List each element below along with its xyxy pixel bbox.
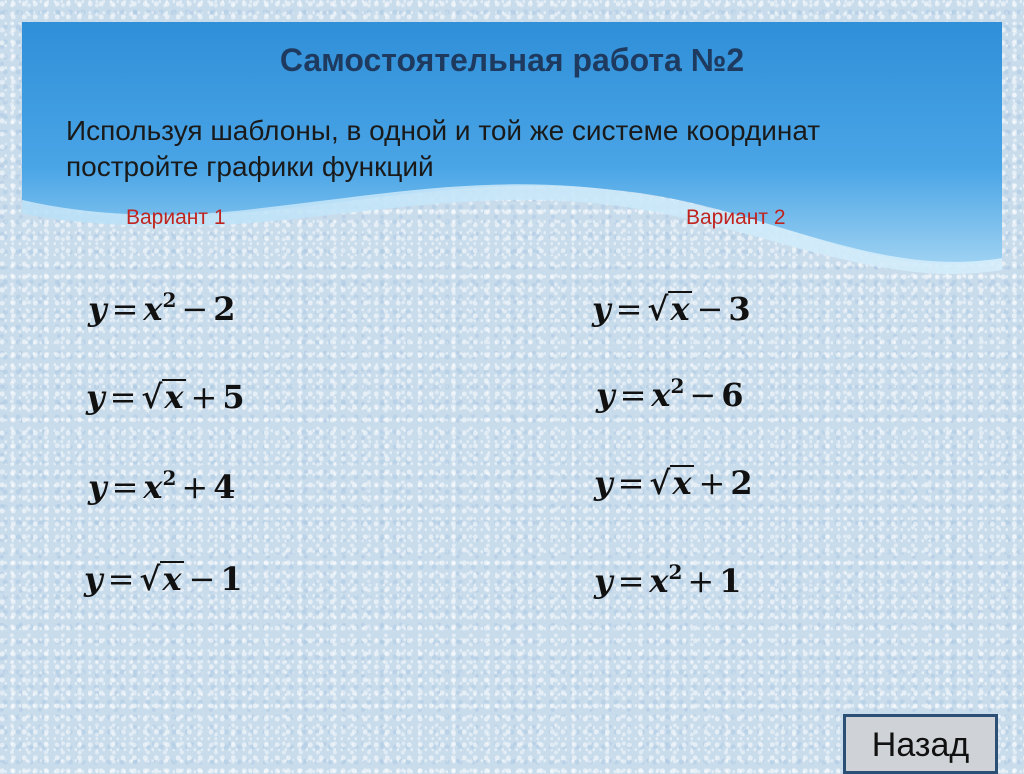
formula-variable: x — [143, 468, 163, 506]
formula-constant: 3 — [728, 290, 751, 328]
formula-equals: = — [111, 290, 139, 328]
back-button[interactable]: Назад — [843, 714, 998, 774]
root-sign: √ — [649, 464, 671, 502]
formula-constant: 6 — [721, 376, 744, 414]
formula-constant: 4 — [213, 468, 236, 506]
formula-operator: + — [687, 562, 715, 600]
formula-constant: 1 — [220, 560, 243, 598]
variant-2-label: Вариант 2 — [686, 206, 786, 229]
formula-constant: 2 — [730, 464, 753, 502]
formula-lhs: y — [88, 290, 107, 328]
root-sign: √ — [139, 560, 161, 598]
formula-equals: = — [107, 560, 135, 598]
formula-lhs: y — [592, 290, 611, 328]
formula-lhs: y — [596, 376, 615, 414]
formula-constant: 1 — [719, 562, 742, 600]
formula-operator: − — [188, 560, 216, 598]
formula-equals: = — [619, 376, 647, 414]
formula-exponent: 2 — [670, 374, 685, 398]
formula-variable: x — [162, 560, 182, 598]
formula-equals: = — [617, 464, 645, 502]
root-sign: √ — [141, 378, 163, 416]
formula-constant: 5 — [222, 378, 245, 416]
formula-exponent: 2 — [162, 466, 177, 490]
formula-equals: = — [111, 468, 139, 506]
variant-1-formula-4 — [84, 560, 243, 598]
root-sign: √ — [647, 290, 669, 328]
formula-operator: − — [696, 290, 724, 328]
formula-equals: = — [615, 290, 643, 328]
formula-lhs: y — [594, 464, 613, 502]
variant-2-formula-2 — [596, 376, 743, 414]
formula-equals: = — [617, 562, 645, 600]
formula-operator: − — [689, 376, 717, 414]
slide-title: Самостоятельная работа №2 — [279, 42, 745, 78]
formula-equals: = — [109, 378, 137, 416]
formula-variable: x — [143, 290, 163, 328]
formula-lhs: y — [84, 560, 103, 598]
formula-variable: x — [672, 464, 692, 502]
formula-variable: x — [164, 378, 184, 416]
variant-2-formula-4 — [594, 562, 741, 600]
variant-1-formula-3 — [88, 468, 235, 506]
formula-variable: x — [649, 562, 669, 600]
formula-lhs: y — [594, 562, 613, 600]
variant-2-formula-1 — [592, 290, 751, 328]
formula-lhs: y — [86, 378, 105, 416]
formula-operator: − — [181, 290, 209, 328]
variant-1-formula-1 — [88, 290, 235, 328]
formula-variable: x — [651, 376, 671, 414]
variant-1-formula-2 — [86, 378, 245, 416]
formula-lhs: y — [88, 468, 107, 506]
variant-1-label: Вариант 1 — [126, 206, 226, 229]
variant-2-formula-3 — [594, 464, 753, 502]
formula-operator: + — [190, 378, 218, 416]
formula-exponent: 2 — [668, 560, 683, 584]
formula-exponent: 2 — [162, 288, 177, 312]
instruction-text: Используя шаблоны, в одной и той же системе координат постройте графики функций — [66, 115, 821, 182]
formula-variable: x — [670, 290, 690, 328]
formula-operator: + — [181, 468, 209, 506]
formula-operator: + — [698, 464, 726, 502]
formula-constant: 2 — [213, 290, 236, 328]
